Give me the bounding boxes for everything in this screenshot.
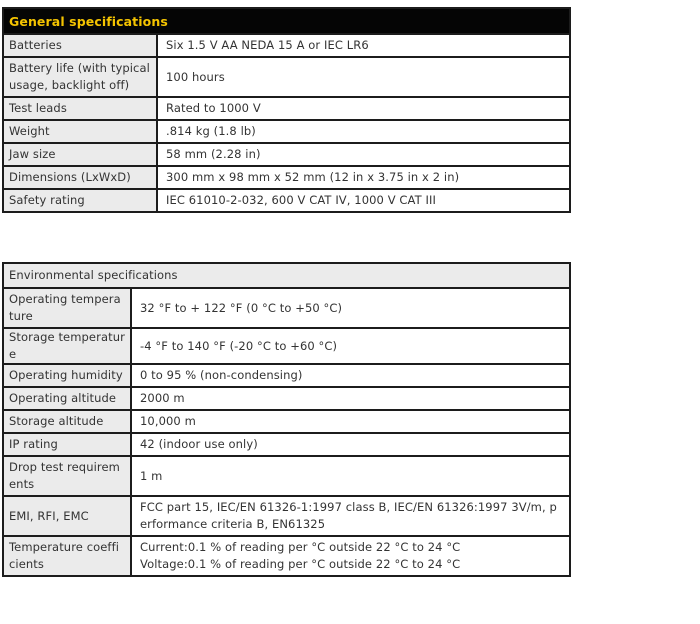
table-row	[3, 97, 570, 120]
spec-value-operating-altitude: 2000 m	[131, 387, 570, 410]
spec-label-batteries: Batteries	[3, 34, 157, 57]
environmental-specifications-table	[2, 262, 571, 577]
general-specifications-title: General specifications	[3, 8, 570, 34]
table-row	[3, 120, 570, 143]
spec-label-operating-altitude: Operating altitude	[3, 387, 131, 410]
spec-value-ip-rating: 42 (indoor use only)	[131, 433, 570, 456]
spec-value-jaw-size: 58 mm (2.28 in)	[157, 143, 570, 166]
table-row	[3, 410, 570, 433]
table-row	[3, 57, 570, 97]
spec-label-operating-temperature: Operating temperature	[3, 288, 131, 328]
temperature-coefficient-voltage: Voltage:0.1 % of reading per °C outside 22 °C to 24 °C	[140, 557, 461, 571]
table-row	[3, 433, 570, 456]
spec-value-batteries: Six 1.5 V AA NEDA 15 A or IEC LR6	[157, 34, 570, 57]
spec-label-battery-life: Battery life (with typical usage, backlight off)	[3, 57, 157, 97]
table-row	[3, 536, 570, 576]
spec-value-temperature-coefficients	[131, 536, 570, 576]
table-row	[3, 288, 570, 328]
temperature-coefficient-current: Current:0.1 % of reading per °C outside 22 °C to 24 °C	[140, 540, 461, 554]
spec-value-test-leads: Rated to 1000 V	[157, 97, 570, 120]
environmental-specifications-title: Environmental specifications	[3, 263, 570, 288]
spec-value-dimensions: 300 mm x 98 mm x 52 mm (12 in x 3.75 in x 2 in)	[157, 166, 570, 189]
table-row	[3, 496, 570, 536]
spec-value-battery-life: 100 hours	[157, 57, 570, 97]
table-row	[3, 166, 570, 189]
spec-label-operating-humidity: Operating humidity	[3, 364, 131, 387]
table-row	[3, 143, 570, 166]
spec-value-emi-rfi-emc: FCC part 15, IEC/EN 61326-1:1997 class B, IEC/EN 61326:1997 3V/m, performance criteria B, EN61325	[131, 496, 570, 536]
spec-label-safety-rating: Safety rating	[3, 189, 157, 212]
spec-label-storage-altitude: Storage altitude	[3, 410, 131, 433]
table-row	[3, 328, 570, 364]
spec-label-weight: Weight	[3, 120, 157, 143]
table-row	[3, 456, 570, 496]
general-specifications-table	[2, 7, 571, 213]
table-row	[3, 364, 570, 387]
spec-value-weight: .814 kg (1.8 lb)	[157, 120, 570, 143]
spec-label-temperature-coefficients: Temperature coefficients	[3, 536, 131, 576]
spec-label-emi-rfi-emc: EMI, RFI, EMC	[3, 496, 131, 536]
table-row	[3, 387, 570, 410]
spec-value-drop-test: 1 m	[131, 456, 570, 496]
spec-label-test-leads: Test leads	[3, 97, 157, 120]
spec-value-operating-humidity: 0 to 95 % (non-condensing)	[131, 364, 570, 387]
table-row	[3, 189, 570, 212]
spec-label-storage-temperature: Storage temperature	[3, 328, 131, 364]
spec-value-storage-altitude: 10,000 m	[131, 410, 570, 433]
spec-label-dimensions: Dimensions (LxWxD)	[3, 166, 157, 189]
spec-label-drop-test: Drop test requirements	[3, 456, 131, 496]
spec-value-operating-temperature: 32 °F to + 122 °F (0 °C to +50 °C)	[131, 288, 570, 328]
spec-value-safety-rating: IEC 61010-2-032, 600 V CAT IV, 1000 V CAT III	[157, 189, 570, 212]
spec-label-ip-rating: IP rating	[3, 433, 131, 456]
spec-label-jaw-size: Jaw size	[3, 143, 157, 166]
table-row	[3, 34, 570, 57]
spec-value-storage-temperature: -4 °F to 140 °F (-20 °C to +60 °C)	[131, 328, 570, 364]
